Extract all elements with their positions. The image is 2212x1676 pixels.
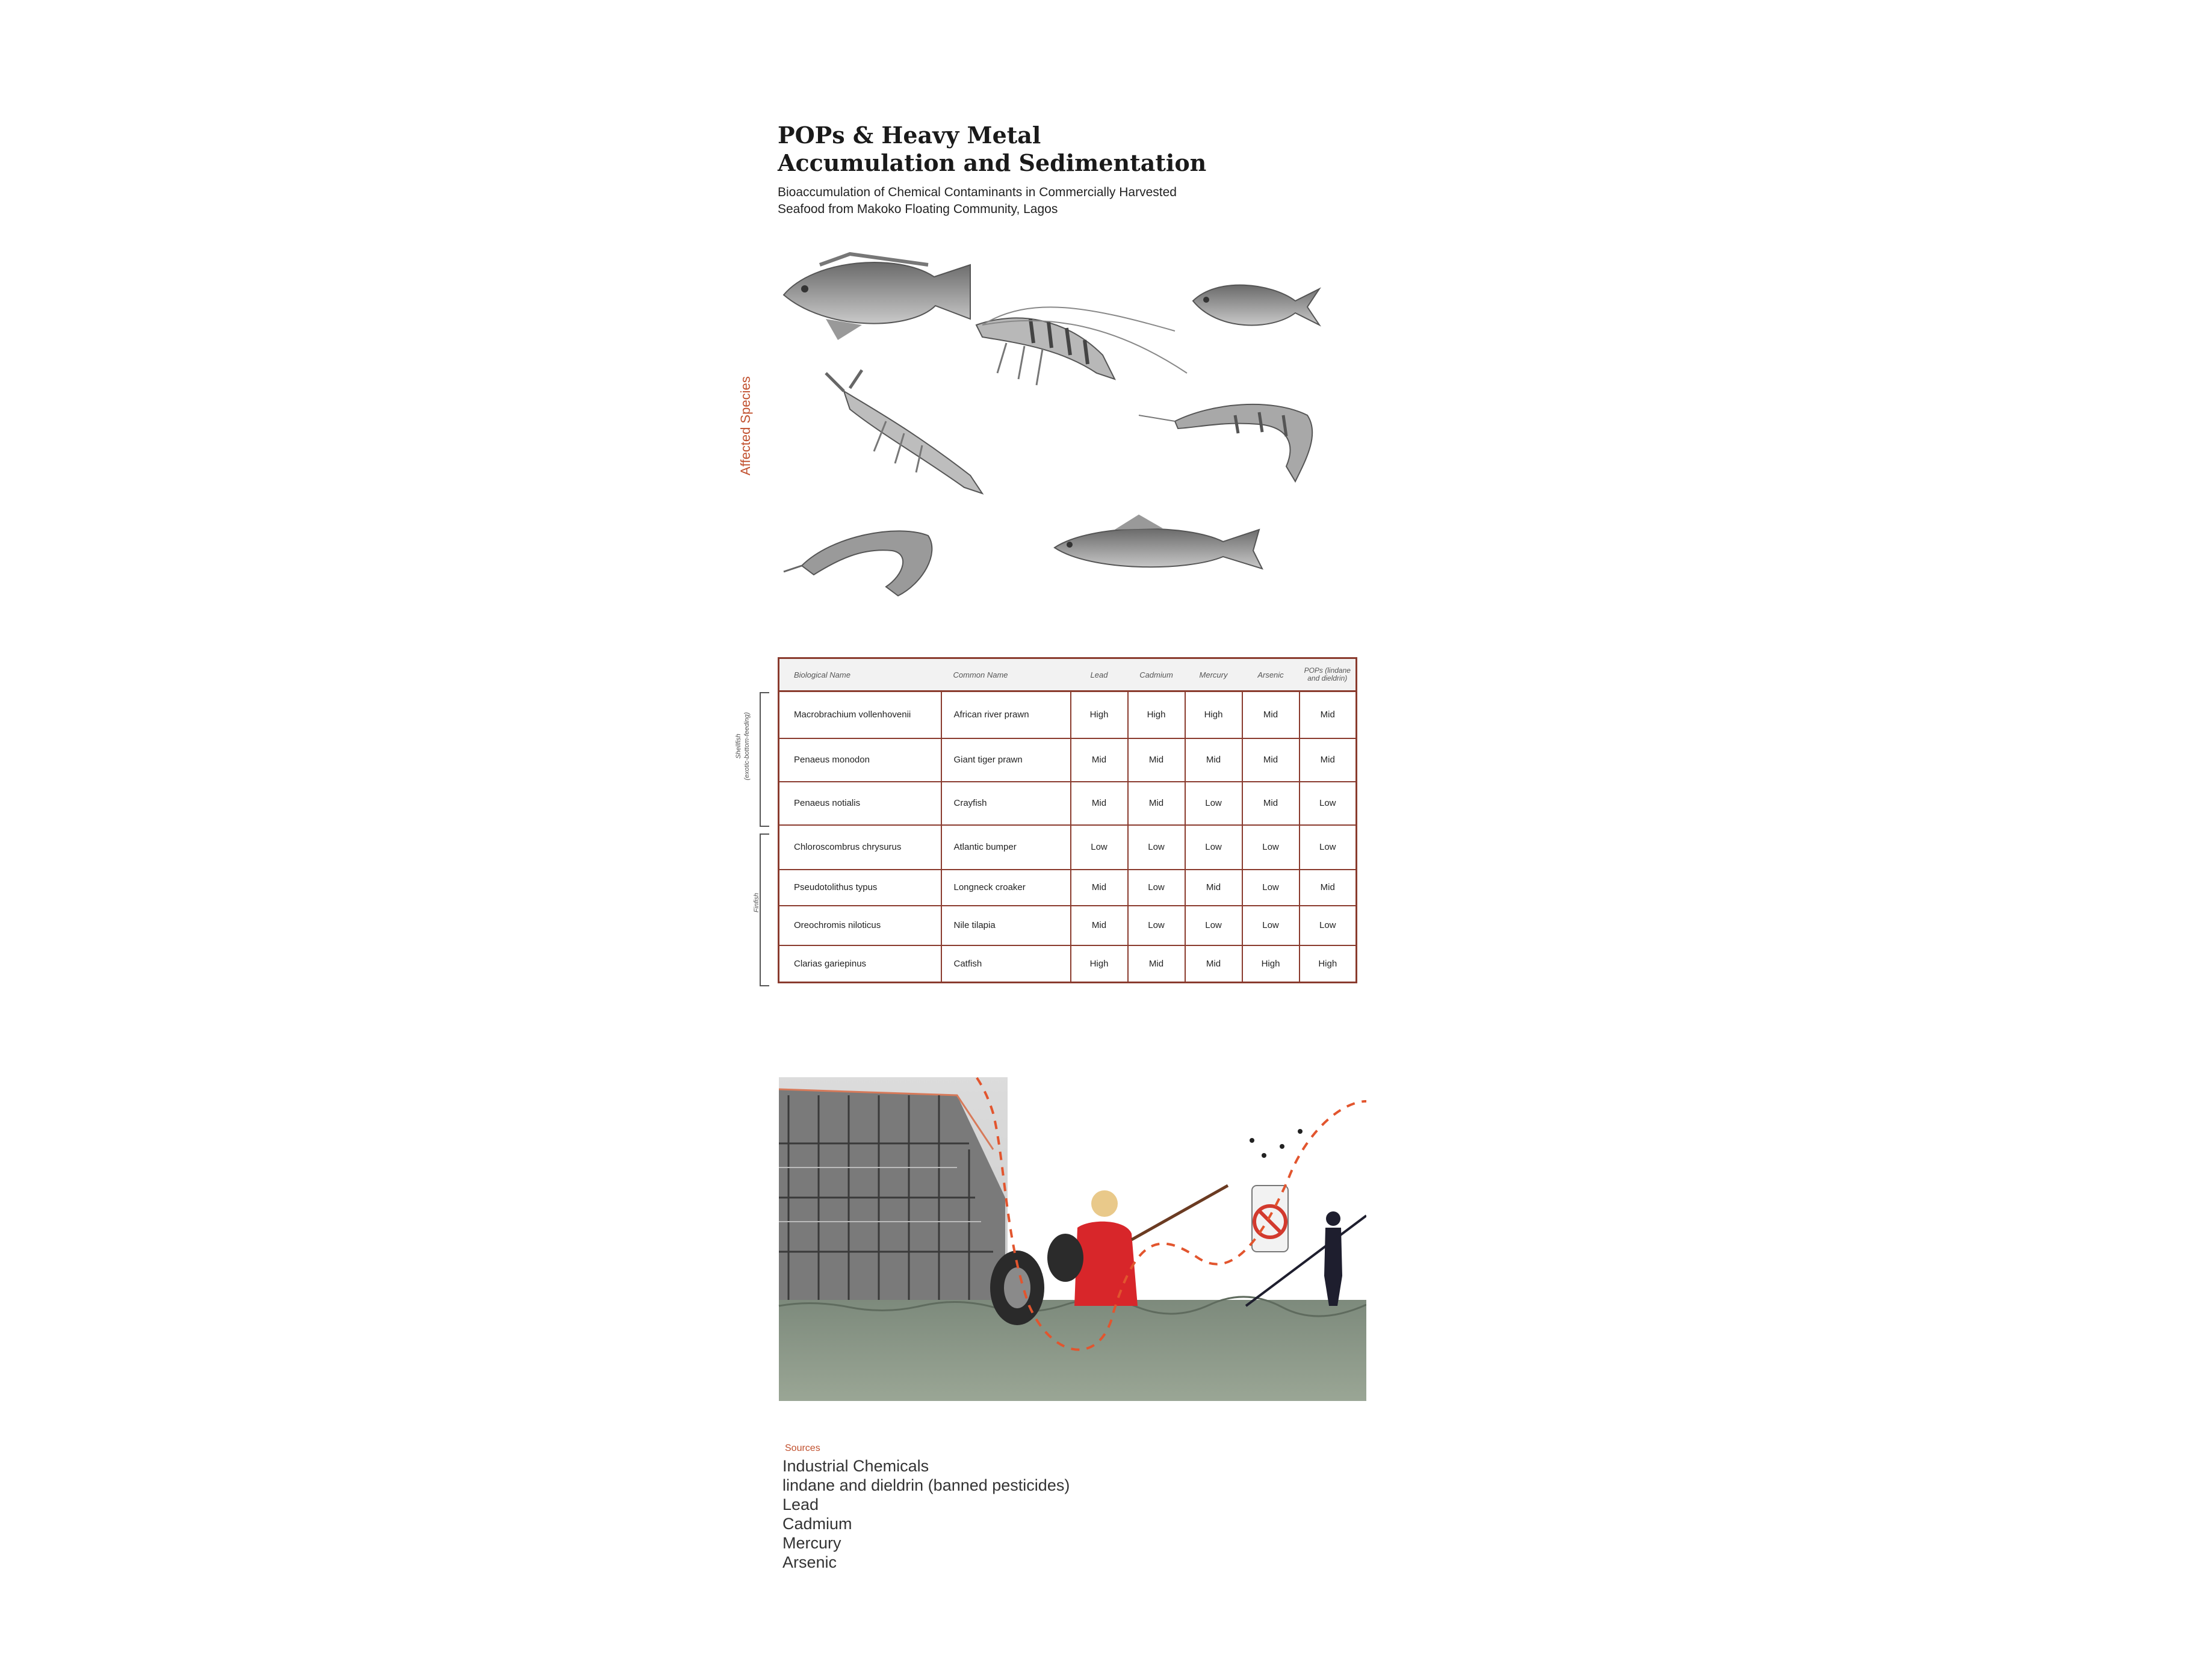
biological-name-cell: Oreochromis niloticus [779, 906, 941, 945]
title-line-2: Accumulation and Sedimentation [778, 149, 1207, 176]
atlantic-bumper-illustration [1193, 285, 1319, 326]
common-name-cell: Nile tilapia [941, 906, 1071, 945]
shellfish-label: Shellfish [735, 734, 742, 759]
level-cell: Mid [1128, 782, 1185, 825]
source-item: Arsenic [782, 1553, 837, 1571]
level-cell: Low [1071, 825, 1128, 870]
biological-name-cell: Macrobrachium vollenhovenii [779, 691, 941, 738]
level-cell: Mid [1300, 691, 1357, 738]
biological-name-cell: Penaeus monodon [779, 738, 941, 782]
table-row [779, 691, 1357, 738]
biological-name-cell: Chloroscombrus chrysurus [779, 825, 941, 870]
level-cell: Low [1300, 825, 1357, 870]
contamination-table [778, 657, 1357, 983]
level-cell: Mid [1071, 782, 1128, 825]
common-name-cell: Catfish [941, 945, 1071, 983]
level-cell: Mid [1242, 738, 1300, 782]
table-row [779, 945, 1357, 983]
title-line-1: POPs & Heavy Metal [778, 122, 1041, 149]
level-cell: Low [1128, 870, 1185, 906]
banned-pesticide-icon [1252, 1186, 1288, 1252]
species-illustrations [778, 241, 1355, 614]
source-item: Mercury [782, 1534, 841, 1552]
water-body [779, 1300, 1366, 1401]
level-cell: Mid [1300, 870, 1357, 906]
table-row [779, 906, 1357, 945]
page-subtitle [778, 184, 1368, 218]
header-lead: Lead [1071, 658, 1128, 691]
table-row [779, 782, 1357, 825]
level-cell: High [1242, 945, 1300, 983]
shrimp-illustration [784, 531, 932, 596]
level-cell: High [1185, 691, 1242, 738]
finfish-bracket [760, 833, 769, 986]
biological-name-cell: Pseudotolithus typus [779, 870, 941, 906]
level-cell: Low [1128, 906, 1185, 945]
level-cell: High [1128, 691, 1185, 738]
header-biological-name: Biological Name [779, 658, 941, 691]
fisherman-figure [1047, 1186, 1228, 1306]
level-cell: Mid [1128, 738, 1185, 782]
table-row [779, 825, 1357, 870]
source-item: Lead [782, 1495, 819, 1514]
table-body [779, 691, 1357, 983]
subtitle-line-2: Seafood from Makoko Floating Community, Lagos [778, 202, 1058, 216]
level-cell: Low [1242, 870, 1300, 906]
biological-name-cell: Clarias gariepinus [779, 945, 941, 983]
common-name-cell: Giant tiger prawn [941, 738, 1071, 782]
mosquitoes [1250, 1129, 1303, 1158]
level-cell: Low [1300, 906, 1357, 945]
makoko-scene-illustration [776, 1077, 1366, 1401]
sources-list [782, 1456, 1070, 1572]
source-item: Cadmium [782, 1515, 852, 1533]
shellfish-bracket [760, 692, 769, 827]
sources-heading: Sources [785, 1443, 820, 1453]
giant-prawn-illustration [1139, 404, 1312, 481]
crayfish-illustration [826, 370, 982, 493]
croaker-illustration [1055, 515, 1262, 569]
shellfish-sublabel: (exotic-bottom-feeding) [743, 712, 751, 781]
level-cell: Mid [1300, 738, 1357, 782]
level-cell: Mid [1185, 738, 1242, 782]
level-cell: Mid [1185, 870, 1242, 906]
common-name-cell: Crayfish [941, 782, 1071, 825]
level-cell: Low [1242, 906, 1300, 945]
level-cell: High [1300, 945, 1357, 983]
header-cadmium: Cadmium [1128, 658, 1185, 691]
level-cell: Mid [1242, 782, 1300, 825]
source-item: lindane and dieldrin (banned pesticides) [782, 1476, 1070, 1494]
biological-name-cell: Penaeus notialis [779, 782, 941, 825]
page-title [778, 122, 1319, 177]
common-name-cell: African river prawn [941, 691, 1071, 738]
level-cell: Mid [1071, 738, 1128, 782]
level-cell: Low [1242, 825, 1300, 870]
level-cell: High [1071, 691, 1128, 738]
finfish-group-label: Finfish [753, 892, 760, 913]
level-cell: Mid [1185, 945, 1242, 983]
level-cell: Mid [1128, 945, 1185, 983]
common-name-cell: Atlantic bumper [941, 825, 1071, 870]
level-cell: Low [1185, 782, 1242, 825]
source-item: Industrial Chemicals [782, 1457, 929, 1475]
level-cell: Mid [1242, 691, 1300, 738]
level-cell: Low [1300, 782, 1357, 825]
header-pops: POPs (lindane and dieldrin) [1300, 658, 1357, 691]
header-mercury: Mercury [1185, 658, 1242, 691]
level-cell: High [1071, 945, 1128, 983]
tiger-prawn-illustration [976, 307, 1187, 385]
stilt-house [779, 1077, 1008, 1312]
subtitle-line-1: Bioaccumulation of Chemical Contaminants in Commercially Harvested [778, 185, 1177, 199]
table-row [779, 738, 1357, 782]
level-cell: Low [1185, 906, 1242, 945]
header-arsenic: Arsenic [1242, 658, 1300, 691]
level-cell: Mid [1071, 870, 1128, 906]
table-row [779, 870, 1357, 906]
level-cell: Low [1185, 825, 1242, 870]
header-common-name: Common Name [941, 658, 1071, 691]
tilapia-illustration [784, 254, 970, 340]
level-cell: Low [1128, 825, 1185, 870]
affected-species-label: Affected Species [738, 376, 753, 475]
table-header-row [779, 658, 1357, 691]
level-cell: Mid [1071, 906, 1128, 945]
shellfish-group-label [734, 710, 751, 782]
common-name-cell: Longneck croaker [941, 870, 1071, 906]
